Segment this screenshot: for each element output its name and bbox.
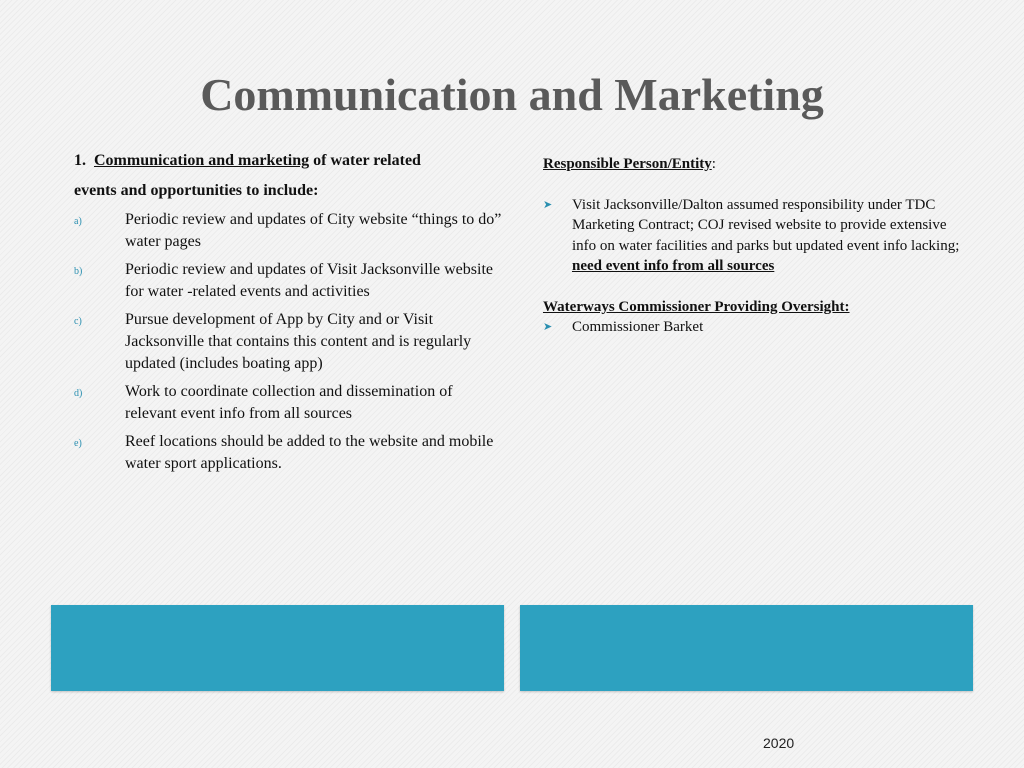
- responsible-emphasis: need event info from all sources: [572, 258, 775, 274]
- oversight-header: Waterways Commissioner Providing Oversight:: [543, 298, 850, 315]
- responsible-header: Responsible Person/Entity: [543, 156, 712, 172]
- responsible-bullet: [543, 195, 963, 277]
- item-heading-line2: events and opportunities to include:: [74, 182, 319, 199]
- list-item: [74, 381, 504, 425]
- item-heading: [74, 146, 504, 176]
- oversight-bullet: [543, 317, 963, 338]
- item-heading-underlined: Communication and marketing: [94, 152, 310, 169]
- oversight-item: Commissioner Barket: [572, 319, 704, 335]
- left-column: [74, 146, 504, 475]
- list-letter: c): [74, 316, 82, 327]
- item-number: 1.: [74, 152, 86, 169]
- arrow-bullet-icon: ➤: [543, 198, 553, 211]
- list-text: Work to coordinate collection and dissemination of relevant event info from all sources: [125, 383, 453, 422]
- list-letter: d): [74, 388, 83, 399]
- list-item: [74, 431, 504, 475]
- responsible-header-line: [543, 154, 963, 175]
- item-heading-rest: of water related: [309, 152, 421, 169]
- list-item: [74, 309, 504, 375]
- list-letter: e): [74, 438, 82, 449]
- list-text: Pursue development of App by City and or Visit Jacksonville that contains this content and is regularly updated (includes boating app): [125, 311, 472, 372]
- list-text: Reef locations should be added to the website and mobile water sport applications.: [125, 433, 494, 472]
- responsible-colon: :: [711, 156, 716, 172]
- accent-bar-right: [520, 605, 973, 691]
- list-letter: b): [74, 266, 83, 277]
- list-item: [74, 209, 504, 253]
- list-text: Periodic review and updates of Visit Jacksonville website for water -related events and activities: [125, 261, 493, 300]
- arrow-bullet-icon: ➤: [543, 321, 553, 333]
- right-column: [543, 154, 963, 338]
- list-letter: a): [74, 216, 82, 227]
- accent-bar-left: [51, 605, 504, 691]
- list-text: Periodic review and updates of City website “things to do” water pages: [125, 211, 502, 250]
- slide-title: Communication and Marketing: [200, 69, 824, 120]
- responsible-text: Visit Jacksonville/Dalton assumed responsibility under TDC Marketing Contract; COJ revised website to provide extensive info on water facilities and parks but updated event info lacking;: [572, 196, 960, 254]
- list-item: [74, 259, 504, 303]
- footer-year: 2020: [763, 735, 795, 751]
